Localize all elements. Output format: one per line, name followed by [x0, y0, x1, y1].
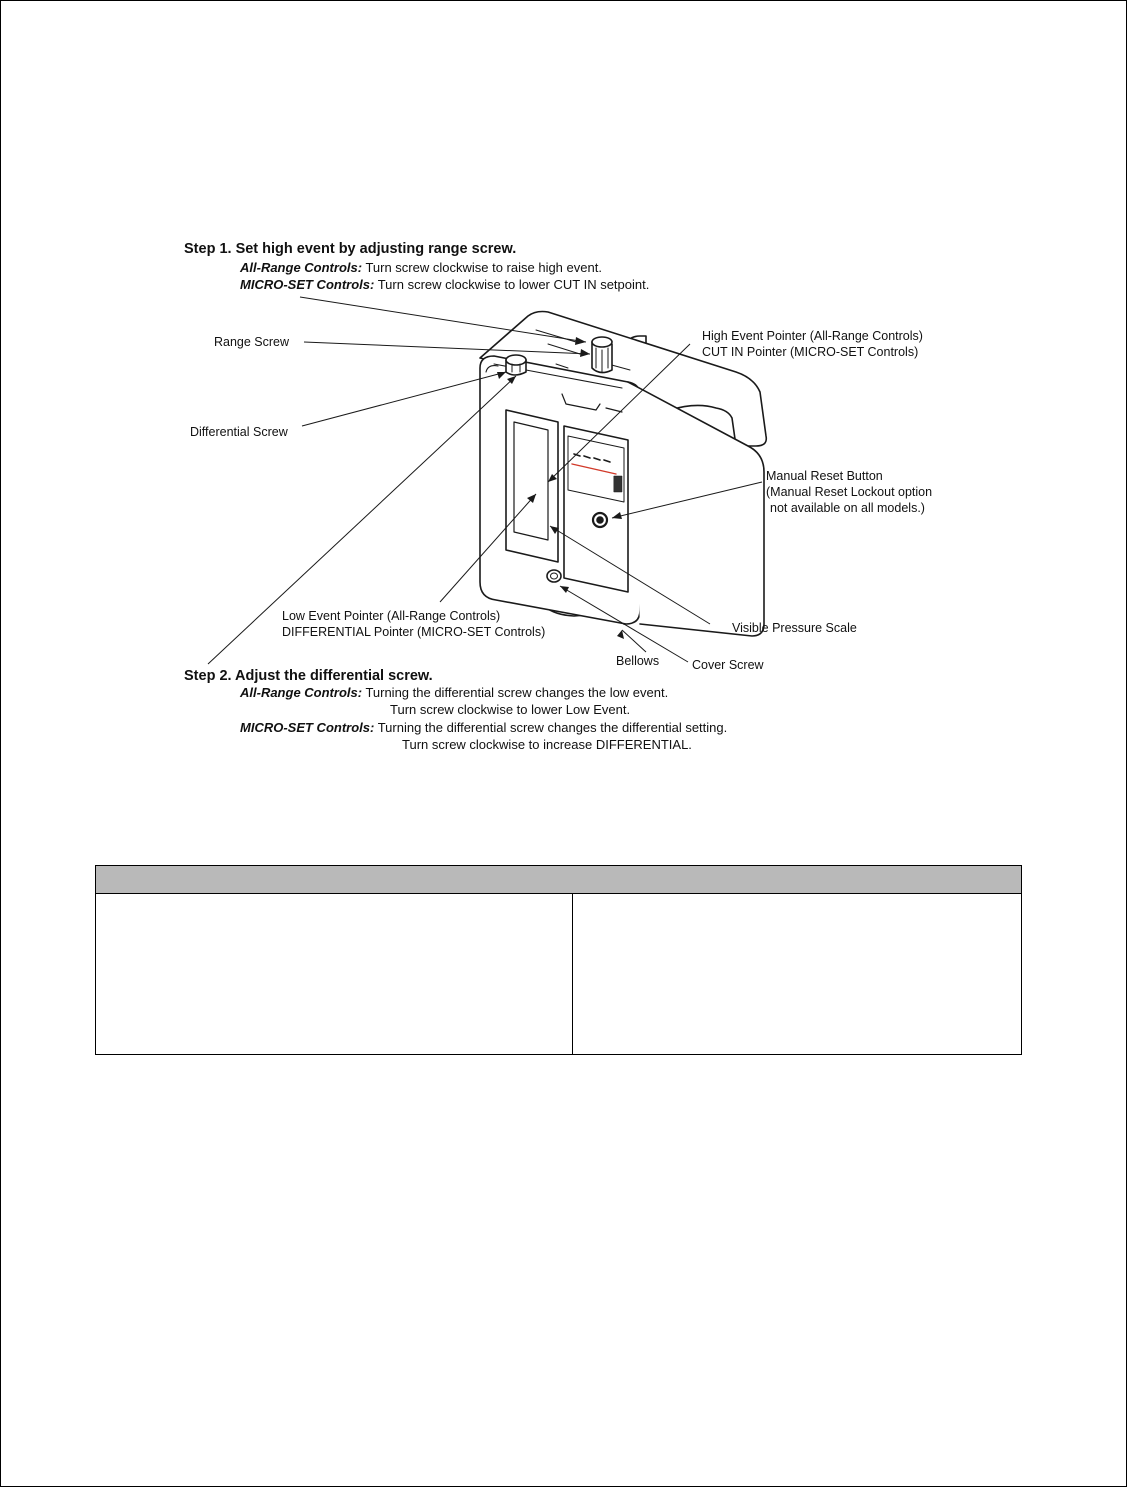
pressure-control-device — [480, 312, 766, 637]
step1-line1 — [239, 260, 602, 275]
label-manual-reset-line1: Manual Reset Button — [766, 469, 883, 483]
empty-table — [95, 865, 1022, 1055]
step2-line2-cont: Turn screw clockwise to increase DIFFERENTIAL. — [402, 737, 692, 752]
step2-line1-text: Turning the differential screw changes the low event. — [362, 685, 669, 700]
pressure-control-diagram — [176, 232, 961, 754]
label-low-event-pointer-line2: DIFFERENTIAL Pointer (MICRO-SET Controls) — [282, 625, 546, 639]
step2-line2 — [240, 720, 727, 735]
step1-title: Step 1. Set high event by adjusting range screw. — [184, 241, 517, 257]
step2-line1-label: All-Range Controls: — [240, 685, 363, 700]
label-bellows: Bellows — [616, 654, 660, 668]
step1-line2-label: MICRO-SET Controls: — [240, 277, 375, 292]
step1-line1-text: Turn screw clockwise to raise high event. — [362, 260, 602, 275]
step2-line2-label: MICRO-SET Controls: — [240, 720, 375, 735]
step1-line2 — [240, 277, 649, 292]
label-low-event-pointer-line1: Low Event Pointer (All-Range Controls) — [282, 609, 501, 623]
label-high-event-pointer-line1: High Event Pointer (All-Range Controls) — [702, 329, 923, 343]
step2-line1-cont: Turn screw clockwise to lower Low Event. — [390, 702, 631, 717]
label-manual-reset-line2: (Manual Reset Lockout option — [766, 485, 933, 499]
label-visible-pressure-scale: Visible Pressure Scale — [732, 621, 857, 635]
table-header — [96, 866, 1021, 894]
label-cover-screw: Cover Screw — [692, 658, 764, 672]
step1-line1-label: All-Range Controls: — [240, 260, 363, 275]
step1-line2-text: Turn screw clockwise to lower CUT IN setpoint. — [374, 277, 650, 292]
label-range-screw: Range Screw — [214, 335, 290, 349]
table-body — [96, 894, 1021, 1054]
label-manual-reset-line3: not available on all models.) — [770, 501, 925, 515]
table-cell-right — [573, 894, 1021, 1054]
label-differential-screw: Differential Screw — [190, 425, 288, 439]
step2-line2-text: Turning the differential screw changes the differential setting. — [374, 720, 728, 735]
step2-title: Step 2. Adjust the differential screw. — [184, 668, 433, 684]
step2-line1 — [239, 685, 668, 700]
table-cell-left — [96, 894, 573, 1054]
label-high-event-pointer-line2: CUT IN Pointer (MICRO-SET Controls) — [702, 345, 919, 359]
